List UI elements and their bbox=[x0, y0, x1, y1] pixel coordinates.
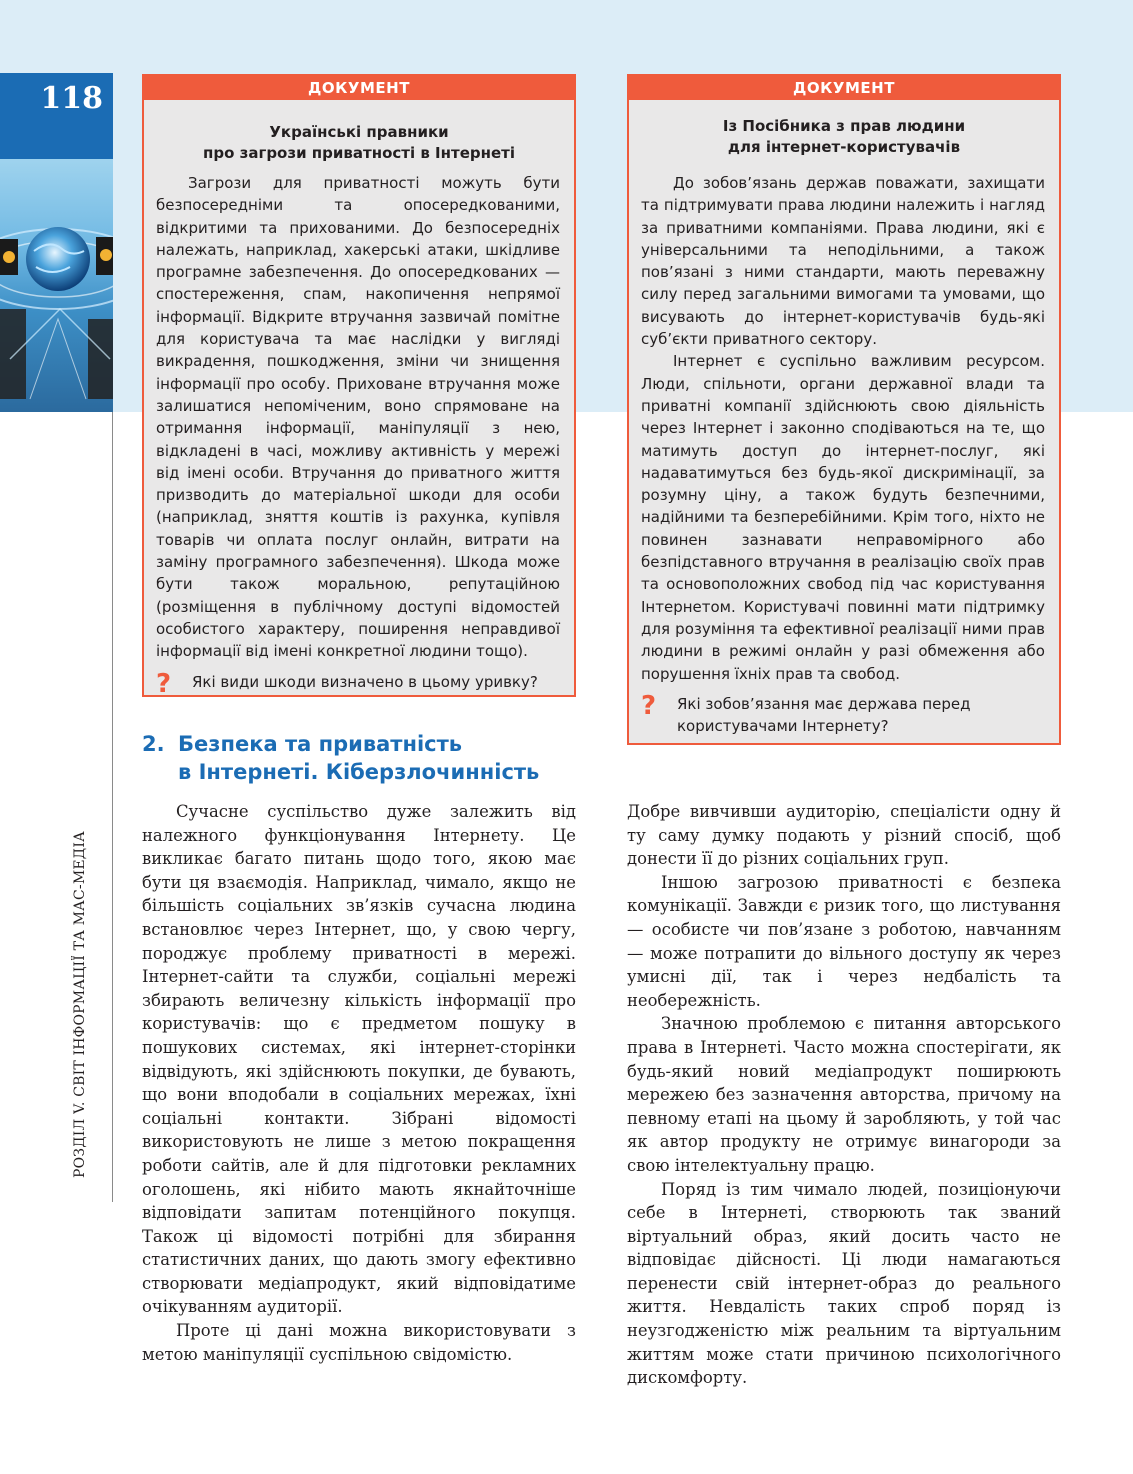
question-text: Які зобов’язання має держава перед користувачами Інтернету? bbox=[677, 694, 971, 735]
document-title-line-1: Із Посібника з прав людини bbox=[722, 117, 966, 135]
document-title-line-2: для інтернет-користувачів bbox=[727, 138, 961, 156]
document-header: ДОКУМЕНТ bbox=[629, 76, 1059, 100]
page-number: 118 bbox=[0, 73, 113, 159]
section-title-line-2: в Інтернеті. Кіберзлочинність bbox=[178, 760, 540, 784]
question-text: Які види шкоди визначено в цьому уривку? bbox=[192, 672, 538, 691]
body-paragraph: Поряд із тим чимало людей, позиціонуючи себе в Інтернеті, створюють так званий віртуальний образ, який досить часто не відповідає дійсності. Ці люди намагаються перенести свій інтернет-образ до реального життя. Невдалість таких спроб поряд із неузгодженістю між реальним та віртуальним життям може стати причиною психологічного дискомфорту. bbox=[627, 1179, 1061, 1388]
document-title bbox=[164, 122, 554, 164]
document-header: ДОКУМЕНТ bbox=[144, 76, 574, 100]
document-question bbox=[629, 690, 1059, 737]
globe-illustration bbox=[0, 159, 113, 412]
body-paragraph: Сучасне суспільство дуже залежить від належного функціонування Інтернету. Це викликає багато питань щодо того, якою має бути ця взаємодія. Наприклад, чимало, якщо не більшість соціальних зв’язків сучасна людина встановлює через Інтернет, що, у свою чергу, породжує проблему приватності в мережі. Інтернет-сайти та служби, соціальні мережі збирають величезну кількість інформації про користувачів: що є предметом пошуку в пошукових системах, які інтернет-сторінки відвідують, які здійснюють покупки, де бувають, що вони вподобали в соціальних мережах, їхні соціальні контакти. Зібрані відомості використовують не лише з метою покращення роботи сайтів, але й для підготовки рекламних оголошень, які нібито мають якнайточніше відповідати запитам потенційного покупця. Також ці відомості потрібні для збирання статистичних даних, що дають змогу ефективно створювати медіапродукт, який відповідатиме очікуванням аудиторії. bbox=[142, 802, 576, 1317]
document-box-2 bbox=[627, 74, 1061, 745]
document-title-line-2: про загрози приватності в Інтернеті bbox=[203, 144, 515, 162]
document-question bbox=[144, 668, 574, 699]
question-mark-icon: ? bbox=[641, 690, 657, 721]
section-title bbox=[178, 730, 618, 786]
document-title bbox=[649, 116, 1039, 158]
document-body-paragraph: До зобов’язань держав поважати, захищати та підтримувати права людини належить і нагляд за приватними компаніями. Права людини, які є універсальними та неподільними, а також пов’язані з ними стандарти, мають переважну силу перед загальними вимогами та умовами, що висувають до інтернет-користувачів будь-які суб’єкти приватного сектору. bbox=[641, 174, 1045, 349]
section-number: 2. bbox=[142, 732, 165, 756]
body-paragraph: Іншою загрозою приватності є безпека комунікації. Завжди є ризик того, що листування — особисте чи пов’язане з роботою, навчанням — може потрапити до вільного доступу як через умисні дії, так і через недбалість та необережність. bbox=[627, 872, 1061, 1010]
body-paragraph: Проте ці дані можна використовувати з метою маніпуляції суспільною свідомістю. bbox=[142, 1321, 576, 1364]
left-text-column bbox=[142, 800, 576, 1366]
body-paragraph-continued: Добре вивчивши аудиторію, спеціалісти одну й ту саму думку подають у різний спосіб, щоб донести її до різних соціальних груп. bbox=[627, 802, 1061, 869]
document-body: Загрози для приватності можуть бути безпосередніми та опосередкованими, відкритими та прихованими. До безпосередніх належать, наприклад, хакерські атаки, шкідливе програмне забезпечення. До опосередкованих — спостереження, спам, накопичення непрямої інформації. Відкрите втручання зазвичай помітне для користувача та має наслідки у вигляді викрадення, пошкодження, зміни чи знищення інформації про особу. Приховане втручання може залишатися непоміченим, воно спрямоване на отримання інформації, маніпуляції з нею, відкладені в часі, можливу активність у мережі від імені особи. Втручання до приватного життя призводить до матеріальної шкоди для особи (наприклад, зняття коштів із рахунка, купівля товарів чи оплата послуг онлайн, витрати на заміну програмного забезпечення). Шкода може бути також моральною, репутаційною (розміщення в публічному доступі відомостей особистого характеру, поширення неправдивої інформації від імені конкретної людини тощо). bbox=[156, 174, 560, 661]
section-side-label: РОЗДІЛ V. СВІТ ІНФОРМАЦІЇ ТА МАС-МЕДІА bbox=[72, 831, 88, 1178]
question-mark-icon: ? bbox=[156, 668, 172, 699]
section-title-line-1: Безпека та приватність bbox=[178, 732, 463, 756]
document-title-line-1: Українські правники bbox=[269, 123, 449, 141]
document-body-paragraph: Інтернет є суспільно важливим ресурсом. Люди, спільноти, органи державної влади та приватні компанії здійснюють свою діяльність через Інтернет і законно сподіваються на те, що матимуть доступ до інтернет-послуг, які надаватимуться без будь-якої дискримінації, за розумну ціну, а також будуть безпечними, надійними та безперебійними. Крім того, ніхто не повинен зазнавати неправомірного або безпідставного втручання в реалізацію своїх прав та основоположних свобод під час користування Інтернетом. Користувачі повинні мати підтримку для розуміння та ефективної реалізації ними прав людини в режимі онлайн у разі обмеження або порушення їхніх прав та свобод. bbox=[641, 352, 1045, 683]
body-paragraph: Значною проблемою є питання авторського права в Інтернеті. Часто можна спостерігати, як будь-який новий медіапродукт поширюють мережею без зазначення авторства, причому на певному етапі на цьому й заробляють, у той час як автор продукту не отримує винагороди за свою інтелектуальну працю. bbox=[627, 1014, 1061, 1175]
right-text-column bbox=[627, 800, 1061, 1390]
document-box-1 bbox=[142, 74, 576, 697]
side-divider bbox=[112, 412, 113, 1202]
